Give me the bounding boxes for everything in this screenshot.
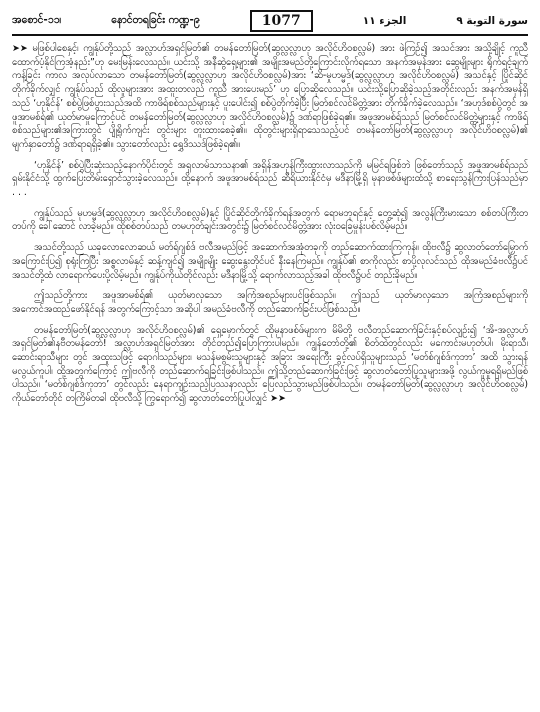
surah-label: سورة التوبة ٩ xyxy=(456,15,528,27)
page-header xyxy=(12,8,528,36)
volume-label: အစောင်-၁၁၊ xyxy=(12,13,62,26)
paragraph-2 xyxy=(12,159,528,200)
paragraph-3 xyxy=(12,207,528,234)
paragraph-5-text: ဤသည်တို့ကား အဖူအာမစ်ရ်၏ ယုတ်မာလှသော အကြံအစည်များပင်ဖြစ်သည်။ ဤသည် ယုတ်မာလှသော အကြံအစည်များကို အကောင်အထည်ဖော်နိုင်ရန် အတွက်ကြောင့်သာ အဆိုပါ အမည်ခံဗလီကို တည်ဆောက်ခြင်းပင်ဖြစ်သည်။ xyxy=(12,290,528,315)
paragraph-1 xyxy=(12,42,528,152)
continue-arrows-icon: ➤➤ xyxy=(270,393,286,405)
paragraph-4 xyxy=(12,241,528,282)
chapter-title: နောင်တရခြင်း ကဏ္ဍ-၉ xyxy=(111,13,200,26)
paragraph-6-text: တမန်တော်မြတ်(ဆွလ္လလ္လာဟု အလိုင်ဟိဝစလ္လမ်)၏ ရှေ့မှောက်တွင် ထိုမုနာဖစ်ဖ်များက မိမိတို့ ဗလီတည်ဆောက်ခြင်းနှင့်စပ်လျဉ်း၍ ‘အိ-အလ္လာဟ်အရှင်မြတ်၏နဗီတမန်တော်! အလ္လာဟ်အရှင်မြတ်အား တိုင်တည်၍ပြောကြားပါမည်။ ကျွန်တော်တို့၏ စိတ်ထဲတွင်လည်း မကောင်းမဟုတ်ပါ၊ မိုးရာသီ၊ ဆောင်းရာသီများ တွင် အထူးသဖြင့် ရောဂါသည်များ၊ မသန်မစွမ်းသူများနှင့် အခြား အရေးကြီး ခွင့်လပ်ရှိသူများသည် ‘မတ်စ်ဂျစ်ဒ်ကုဘာ’ အထိ သွားရန်မလွယ်ကူပါ၊ ထို့အတွက်ကြောင့် ဤဗလီကို တည်ဆောက်ရခြင်းဖြစ်ပါသည်။ ဤသို့တည်ဆောက်ခြင်းဖြင့် ဆွလာတ်တော်ပြုသူများအဖို့ လွယ်ကူမှုရရှိမည်ဖြစ်ပါသည်။ ‘မတ်စ်ဂျစ်ဒ်ကုဘာ’ တွင်လည်း နေရာကျဉ်းသည့်ပြဿနာလည်း ပြေလည်သွားမည်ဖြစ်ပါသည်။ တမန်တော်မြတ်(ဆွလ္လလ္လာဟု အလိုင်ဟိဝစလ္လမ်) ကိုယ်တော်တိုင် တကြိမ်တခါ ထိုဗလီသို့ ကြွရောက်၍ ဆွလာတ်တော်ပြုပါလျှင် xyxy=(12,324,528,405)
page-body xyxy=(12,42,528,406)
paragraph-4-text: အသင်တို့သည် ယခုလောလောဆယ် မတ်ရ်ဂျစ်ဒ် ဗလီအမည်ဖြင့် အဆောက်အအုံတခုကို တည်ဆောက်ထားကြကုန်။ ထိုဗလီ၌ ဆွလာတ်တော်မြှောက် အကြောင်းပြ၍ စုရုံးကြပြီး အစ္စလာမ်နှင့် ဆန့်ကျင်၍ အမျိုးမျိုး ဆွေးနွေးတိုင်ပင် နီးနေကြမည်။ ကျွန်ုပ်၏ စာကိုလည်း စာပို့လုလင်သည် ထိုအမည်ခံဗလီ၌ပင် အသင်တို့ထံ လာရောက်ပေးပို့လိမ့်မည်။ ကျွန်ုပ်ကိုယ်တိုင်လည်း မဒီနာမြို့သို့ ရောက်လာသည့်အခါ ထိုဗလီ၌ပင် တည်းခိုမည်။ xyxy=(12,242,528,281)
continuation-arrows-icon: ➤➤ xyxy=(12,43,28,54)
juz-label: الجزء ١١ xyxy=(362,15,407,27)
paragraph-5 xyxy=(12,289,528,316)
page-number-box: 1077 xyxy=(250,10,313,32)
paragraph-6 xyxy=(12,324,528,406)
paragraph-1-text: မဖြစ်ပါစေနှင့်၊ ကျွန်ုပ်တို့သည် အလ္လာဟ်အရှင်မြတ်၏ တမန်တော်မြတ်(ဆွလ္လလ္လာဟု အလိုင်ဟိဝစလ္လမ်) အား ဖဲကြဉ်၍ အသင်အား အသို့ချိုင့် ကူညီထောက်ပံ့နိုင်ကြအံ့နည်း”ဟု မေးမြန်းလေသည်။ ယင်းသို့ အနီဆွဲရှေ့များ၏ အမျိုးအမည်တို့ကြောင်းလိုက်ရသော အနက်အမှန်အား ဆွေမျိုးများ ရိုက်ရင့်ချက်ကန့်ခြင်း ကာလ အလုပ်လာသော တမန်တော်မြတ်(ဆွလ္လလ္လာဟု အလိုင်ဟိဝစလ္လမ်)အား ‘ဆိ-မှုဟမ္မဒ်(ဆွလ္လလ္လာဟု အလိုင်ဟိဝစလ္လမ်) အသင်နှင့် ပြိုင်ဆိုင်တိုက်ခိုက်လျှင် ကျွန်ုပ်သည် ထိုလူများအား အထူးတလည် ကူညီ အားပေးမည်’ ဟု ပြောဆိုလေသည်။ ယင်းသို့ပြောဆိုခဲ့သည့်အတိုင်းလည်း အနက်အမှန်ရှိသည် ‘ဟုနိုင်န်’ စစ်ပွဲဖြစ်ပွားသည်အထိ ကာဖိရ်စစ်သည်များနှင့် ပူးပေါင်း၍ စစ်ပွဲတိုက်ခဲ့ပြီး မြတ်စင်လင်မိတ္တဲ့အား တိုက်ခိုက်ခဲ့လေသည်။ ‘အဟုဒ်စစ်ပွဲတွင် အဖူအာမစ်ရ်၏ ယုတ်မာမှုကြောင့်ပင် တမန်တော်မြတ်(ဆွလ္လလ္လာဟု အလိုင်ဟိဝစလ္လမ်)၌ ဒဏ်ရာဖြစ်ခဲ့ရ၏။ အဖူအာမစ်ရ်သည် မြတ်စင်လင်မိတ္တဲ့များနှင့် ကာဖိရ် စစ်သည်များ၏အကြားတွင် ပျို့ရိုက်ကျင်း တွင်းများ တူးထားစေခဲ့၏။ ထိုတွင်းများရှိရာသေသည့်ပင် တမန်တော်မြတ်(ဆွလ္လလ္လာဟု အလိုင်ဟိဝစလ္လမ်)၏ မျက်နှာတော်၌ ဒဏ်ရာရရှိခဲ့၏။ သွားတော်လည်း ရွှေဒိဿဒ်ဖြစ်ခဲ့ရ၏။ xyxy=(12,43,528,150)
paragraph-3-text: ကျွန်ုပ်သည် မုဟမ္မဒ်(ဆွလ္လလ္လာဟု အလိုင်ဟိဝစလ္လမ်)နှင့် ပြိုင်ဆိုင်တိုက်ခိုက်ရန်အတွက် ရောမဘုရင်နှင့် တွေ့ဆုံ၍ အလွန်ကြီးမားသော စစ်တပ်ကြီးတတပ်ကို ခေါ်ဆောင် လာခဲ့မည်။ ထိုစစ်တပ်သည် တမဟုတ်ချင်းအတွင်း၌ မြတ်စင်လင်မိတ္တဲ့အား လုံးဝခြေမှုန်းပစ်လိမ့်မည်။ xyxy=(12,207,528,233)
paragraph-2-text: ‘ဟုနိုင်န်’ စစ်ပွဲပြီးဆုံးသည့်နောက်ပိုင်းတွင် အရှလာမ်သာသနာ၏ အရှိန်အဟုန်ကြီးထွားလာသည်ကို မမြင်ရဖြစ်ဘဲ ဖြစ်တော်သည့် အဖူအာမစ်ရ်သည် ရှမ်းနိုင်ငံသို့ ထွက်ပြေးတိမ်းရှောင်သွားခဲ့လေသည်။ ထို့နောက် အဖူအာမစ်ရ်သည် ဆီရိယားနိုင်ငံမှ မဒီနာမြို့ရှိ မုနာဖစ်ဖ်များထံသို့ စာရေးသွန်ကြားပြန်သည်မှာ . . . xyxy=(12,159,528,199)
